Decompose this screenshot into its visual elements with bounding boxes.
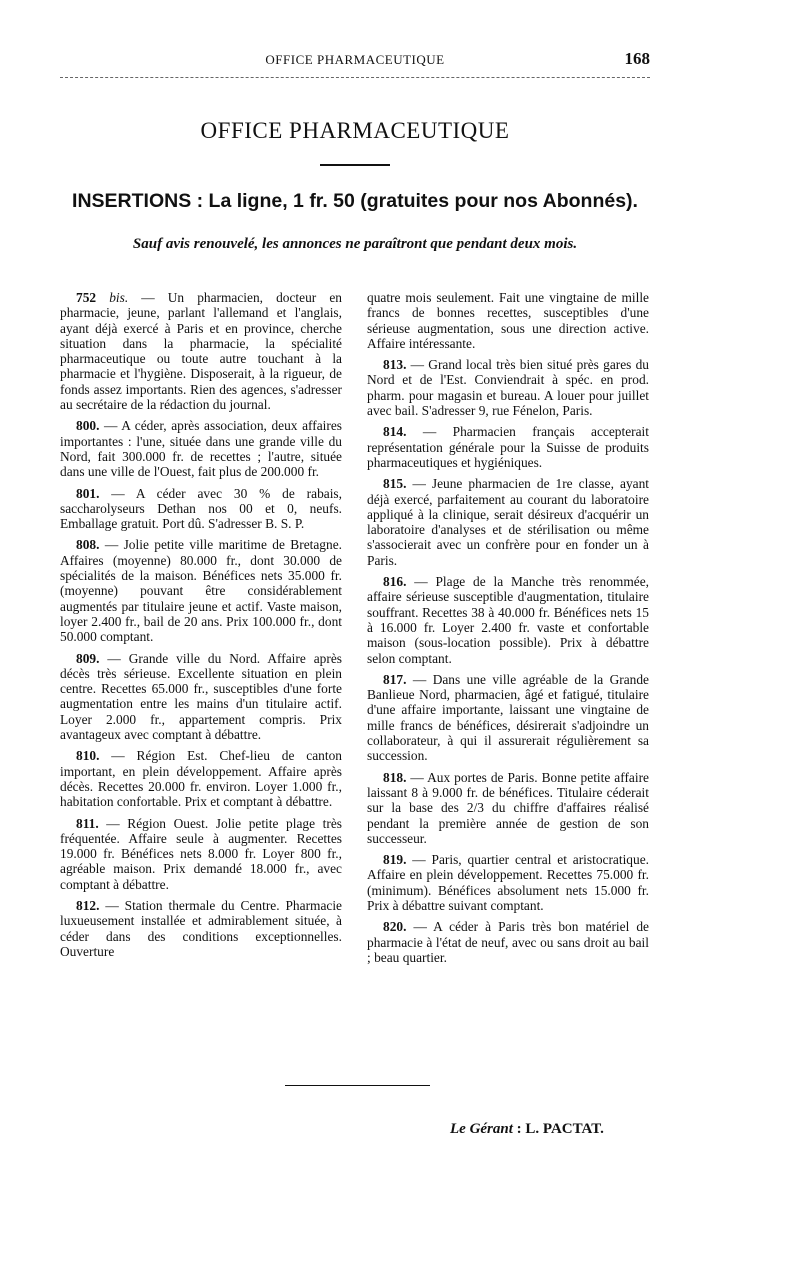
title-divider [320, 164, 390, 166]
ad-number: 817. [383, 671, 407, 687]
ad-entry [60, 486, 342, 532]
ad-number: 801. [76, 485, 100, 501]
ad-text: — A céder, après association, deux affaires importantes : l'une, située dans une grande ville du Nord, fait 300.000 fr. de recettes ; l'autre, située dans une ville de l'Ouest, fait plus de 200.000 fr. [60, 418, 342, 480]
ad-number: 811. [76, 815, 99, 831]
ad-entry [367, 357, 649, 418]
ad-text: — A céder à Paris très bon matériel de pharmacie à l'état de neuf, avec ou sans droit au bail ; beau quartier. [367, 919, 649, 965]
column-left [60, 290, 342, 965]
ad-number: 818. [383, 769, 407, 785]
page-title: OFFICE PHARMACEUTIQUE [200, 118, 510, 143]
ad-entry [367, 672, 649, 764]
notice-text: Sauf avis renouvelé, les annonces ne paraîtront que pendant deux mois. [132, 236, 578, 252]
ad-entry [367, 919, 649, 965]
column-right [367, 290, 649, 971]
ad-text: — A céder avec 30 % de rabais, saccharolyseurs Dethan nos 00 et 0, neufs. Emballage gratuit. Port dû. S'adresser B. S. P. [60, 485, 342, 532]
header-divider [60, 77, 650, 78]
closing-divider [285, 1085, 430, 1086]
ad-number: 819. [383, 852, 407, 868]
running-head [60, 50, 650, 74]
page-number: 168 [624, 49, 650, 68]
ad-number: 810. [76, 748, 100, 764]
ad-text: — Paris, quartier central et aristocratique. Affaire en plein développement. Recettes 75.000 fr. (minimum). Bénéfices absolument nets 15.000 fr. Prix à débattre suivant comptant. [367, 852, 649, 913]
ad-entry [60, 651, 342, 743]
ad-number: 800. [76, 418, 100, 434]
ad-number: 820. [383, 919, 407, 935]
ad-number: 816. [383, 574, 407, 590]
ad-text: — Un pharmacien, docteur en pharmacie, jeune, parlant l'allemand et l'anglais, ayant déjà exercé à Paris et en province, cherche situation dans la pharmacie, la spécialité pharmaceutique ou toute autre touchant à la pharmacie et l'hygiène. Disposerait, à la rigueur, de fonds assez importants. Rien des agences, s'adresser au secrétaire de la rédaction du journal. [60, 290, 342, 413]
ad-text: — Région Ouest. Jolie petite plage très fréquentée. Affaire seule à augmenter. Recettes 19.000 fr. Bénéfices nets 8.000 fr. Loyer 800 fr., agréable maison. Prix demandé 18.000 fr., avec comptant à débattre. [60, 815, 342, 892]
ad-number: 812. [76, 897, 100, 913]
ad-text: — Plage de la Manche très renommée, affaire sérieuse susceptible d'augmentation, titulaire souffrant. Recettes 38 à 40.000 fr. Bénéfices nets 15 à 16.000 fr. Loyer 2.400 fr. vaste et confortable maison (sous-location possible). Prix à débattre selon comptant. [367, 574, 649, 666]
ad-entry [367, 476, 649, 568]
ad-entry [60, 816, 342, 892]
ad-entry [60, 290, 342, 412]
running-title: OFFICE PHARMACEUTIQUE [265, 52, 445, 67]
ad-entry [367, 290, 649, 351]
ad-text: — Grande ville du Nord. Affaire après décès très sérieuse. Excellente situation en plein centre. Recettes 65.000 fr., susceptibles d'une forte augmentation entre les mains d'un titulaire actif. Loyer 2.000 fr., appartement compris. Prix avantageux avec comptant à débattre. [60, 650, 342, 743]
ad-entry [367, 574, 649, 666]
ad-number: 808. [76, 537, 100, 553]
ad-text: — Jeune pharmacien de 1re classe, ayant déjà exercé, parfaitement au courant du laboratoire appliqué à la clinique, serait désireux d'acquérir un laboratoire d'analyses et de stérilisation ou même s'associerait avec un confrère pour en fonder un à Paris. [367, 476, 649, 568]
ad-entry [60, 418, 342, 479]
ad-text: — Dans une ville agréable de la Grande Banlieue Nord, pharmacien, âgé et fatigué, titulaire d'une affaire importante, laissant une vingtaine de mille francs de bénéfices, désirerait s'adjoindre un collaborateur, à qui il assurerait régulièrement sa succession. [367, 671, 649, 764]
ad-number: 813. [383, 357, 407, 373]
gerant-label: Le Gérant [450, 1121, 513, 1137]
ad-text: — Station thermale du Centre. Pharmacie luxueusement installée et admirablement située, à céder dans des conditions exceptionnelles. Ouverture [60, 897, 342, 959]
ad-text: — Pharmacien français accepterait représentation générale pour la Suisse de produits pharmaceutiques et hygiéniques. [367, 424, 649, 470]
signature-line [450, 1121, 604, 1138]
ad-suffix: bis. [109, 290, 129, 305]
ad-text: — Grand local très bien situé près gares du Nord et de l'Est. Conviendrait à spéc. en prod. pharm. pour magasin et bureau. A louer pour juillet avec bail. S'adresser 9, rue Fénelon, Paris. [367, 357, 649, 419]
gerant-name: : L. PACTAT. [512, 1121, 604, 1137]
ad-number: 809. [76, 650, 100, 666]
ad-number: 815. [383, 476, 407, 492]
ad-entry [60, 898, 342, 959]
ad-entry [60, 537, 342, 644]
ad-entry [60, 748, 342, 809]
ad-entry [367, 424, 649, 470]
ad-number: 752 [76, 290, 97, 305]
insertions-rate: INSERTIONS : La ligne, 1 fr. 50 (gratuites pour nos Abonnés). [72, 190, 638, 212]
ad-text: — Aux portes de Paris. Bonne petite affaire laissant 8 à 9.000 fr. de bénéfices. Titulaire céderait sur la base des 2/3 du chiffre d'affaires réalisé pendant la première année de gestion de son successeur. [367, 769, 649, 846]
ad-entry [367, 770, 649, 846]
ad-entry [367, 852, 649, 913]
ad-text: quatre mois seulement. Fait une vingtaine de mille francs de bonnes recettes, susceptibles d'une sérieuse augmentation, sous une direction active. Affaire intéressante. [367, 290, 649, 351]
ad-number: 814. [383, 424, 407, 440]
ad-text: — Jolie petite ville maritime de Bretagne. Affaires (moyenne) 80.000 fr., dont 30.000 de spécialités de la maison. Bénéfices nets 35.000 fr. (moyenne) pouvant être considérablement augmentés par titulaire jeune et actif. Vaste maison, loyer 2.400 fr., bail de 20 ans. Prix 100.000 fr., dont 50.000 comptant. [60, 537, 342, 645]
ad-text: — Région Est. Chef-lieu de canton important, en plein développement. Affaire après décès. Recettes 20.000 fr. environ. Loyer 1.000 fr., habitation confortable. Prix et comptant à débattre. [60, 748, 342, 810]
